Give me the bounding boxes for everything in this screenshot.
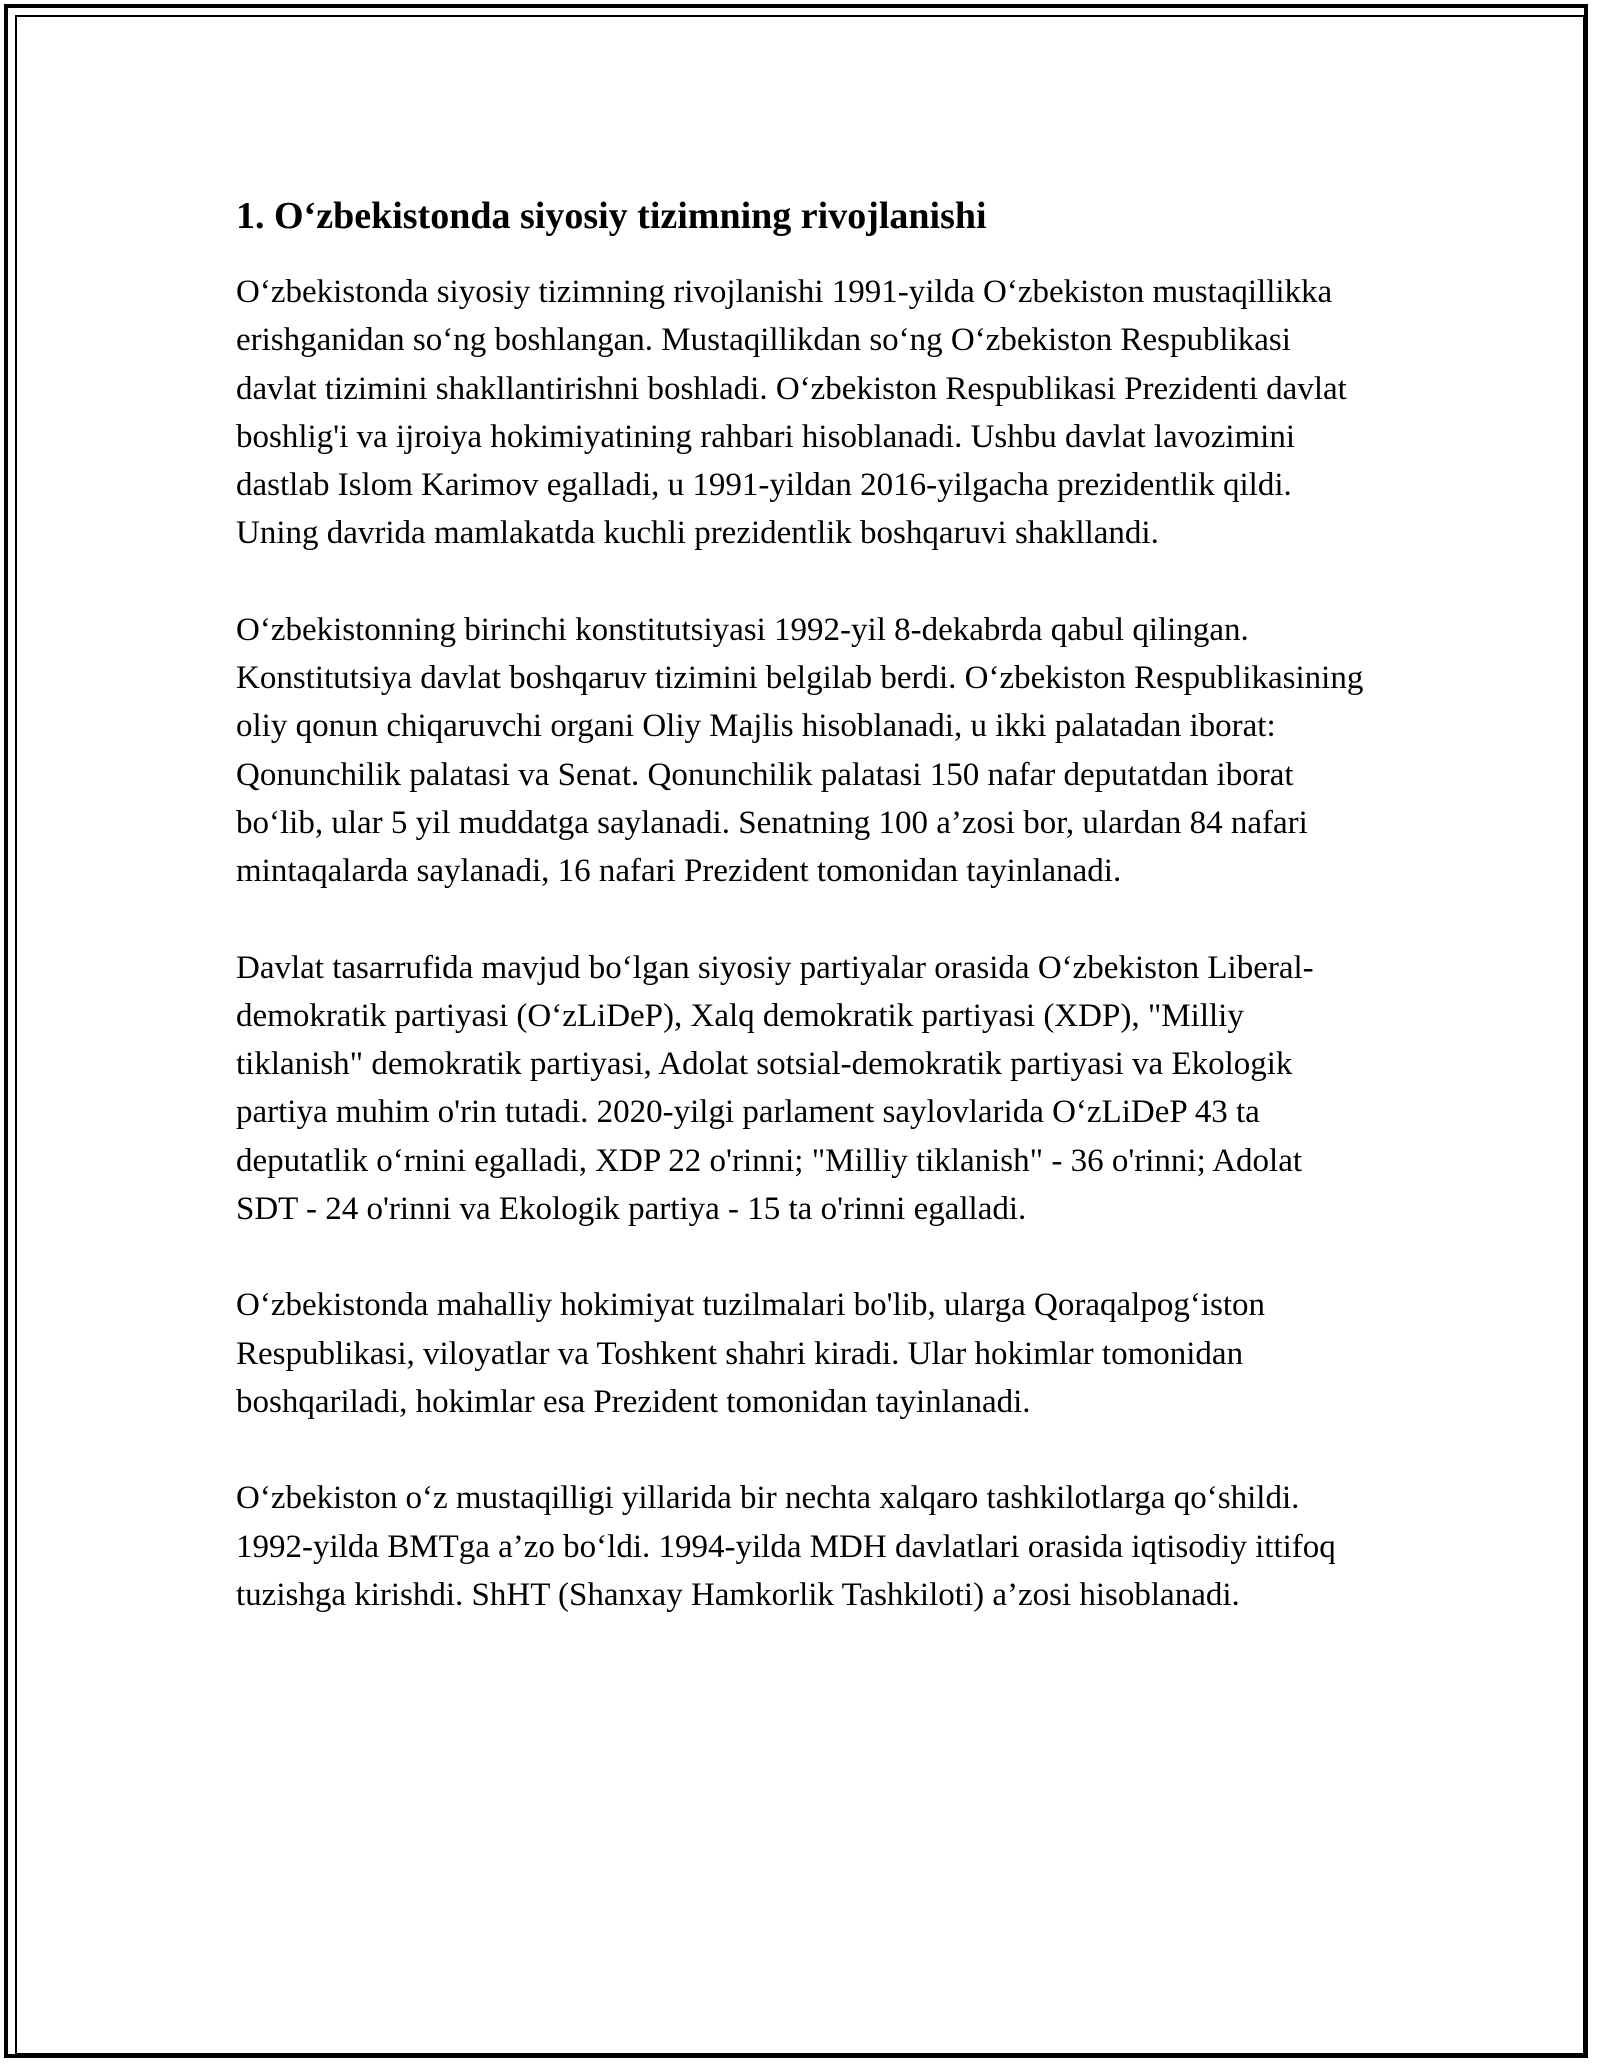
paragraph-international-organizations: O‘zbekiston o‘z mustaqilligi yillarida bir nechta xalqaro tashkilotlarga qo‘shildi. 1992-yilda BMTga a’zo bo‘ldi. 1994-yilda MDH davlatlari orasida iqtisodiy ittifoq tuzishga kirishdi. ShHT (Shanxay Hamkorlik Tashkiloti) a’zosi hisoblanadi. xyxy=(236,1480,1336,1613)
paragraph-political-system: O‘zbekistonda siyosiy tizimning rivojlanishi 1991-yilda O‘zbekiston mustaqillikka erishganidan so‘ng boshlangan. Mustaqillikdan so‘ng O‘zbekiston Respublikasi davlat tizimini shakllantirishni boshladi. O‘zbekiston Respublikasi Prezidenti davlat boshlig'i va ijroiya hokimiyatining rahbari hisoblanadi. Ushbu davlat lavozimini dastlab Islom Karimov egalladi, u 1991-yildan 2016-yilgacha prezidentlik qildi. Uning davrida mamlakatda kuchli prezidentlik boshqaruvi shakllandi. xyxy=(236,274,1347,552)
section-heading: 1. O‘zbekistonda siyosiy tizimning rivojlanishi xyxy=(236,195,987,237)
paragraph-constitution: O‘zbekistonning birinchi konstitutsiyasi 1992-yil 8-dekabrda qabul qilingan. Konstitutsiya davlat boshqaruv tizimini belgilab berdi. O‘zbekiston Respublikasining oliy qonun chiqaruvchi organi Oliy Majlis hisoblanadi, u ikki palatadan iborat: Qonunchilik palatasi va Senat. Qonunchilik palatasi 150 nafar deputatdan iborat bo‘lib, ular 5 yil muddatga saylanadi. Senatning 100 a’zosi bor, ulardan 84 nafari mintaqalarda saylanadi, 16 nafari Prezident tomonidan tayinlanadi. xyxy=(236,611,1364,890)
paragraph-local-government: O‘zbekistonda mahalliy hokimiyat tuzilmalari bo'lib, ularga Qoraqalpog‘iston Respublikasi, viloyatlar va Toshkent shahri kiradi. Ular hokimlar tomonidan boshqariladi, hokimlar esa Prezident tomonidan tayinlanadi. xyxy=(236,1287,1266,1420)
paragraph-political-parties: Davlat tasarrufida mavjud bo‘lgan siyosiy partiyalar orasida O‘zbekiston Liberal-demokratik partiyasi (O‘zLiDeP), Xalq demokratik partiyasi (XDP), "Milliy tiklanish" demokratik partiyasi, Adolat sotsial-demokratik partiyasi va Ekologik partiya muhim o'rin tutadi. 2020-yilgi parlament saylovlarida O‘zLiDeP 43 ta deputatlik o‘rnini egalladi, XDP 22 o'rinni; "Milliy tiklanish" - 36 o'rinni; Adolat SDT - 24 o'rinni va Ekologik partiya - 15 ta o'rinni egalladi. xyxy=(236,949,1314,1228)
document-body xyxy=(236,186,1366,1667)
